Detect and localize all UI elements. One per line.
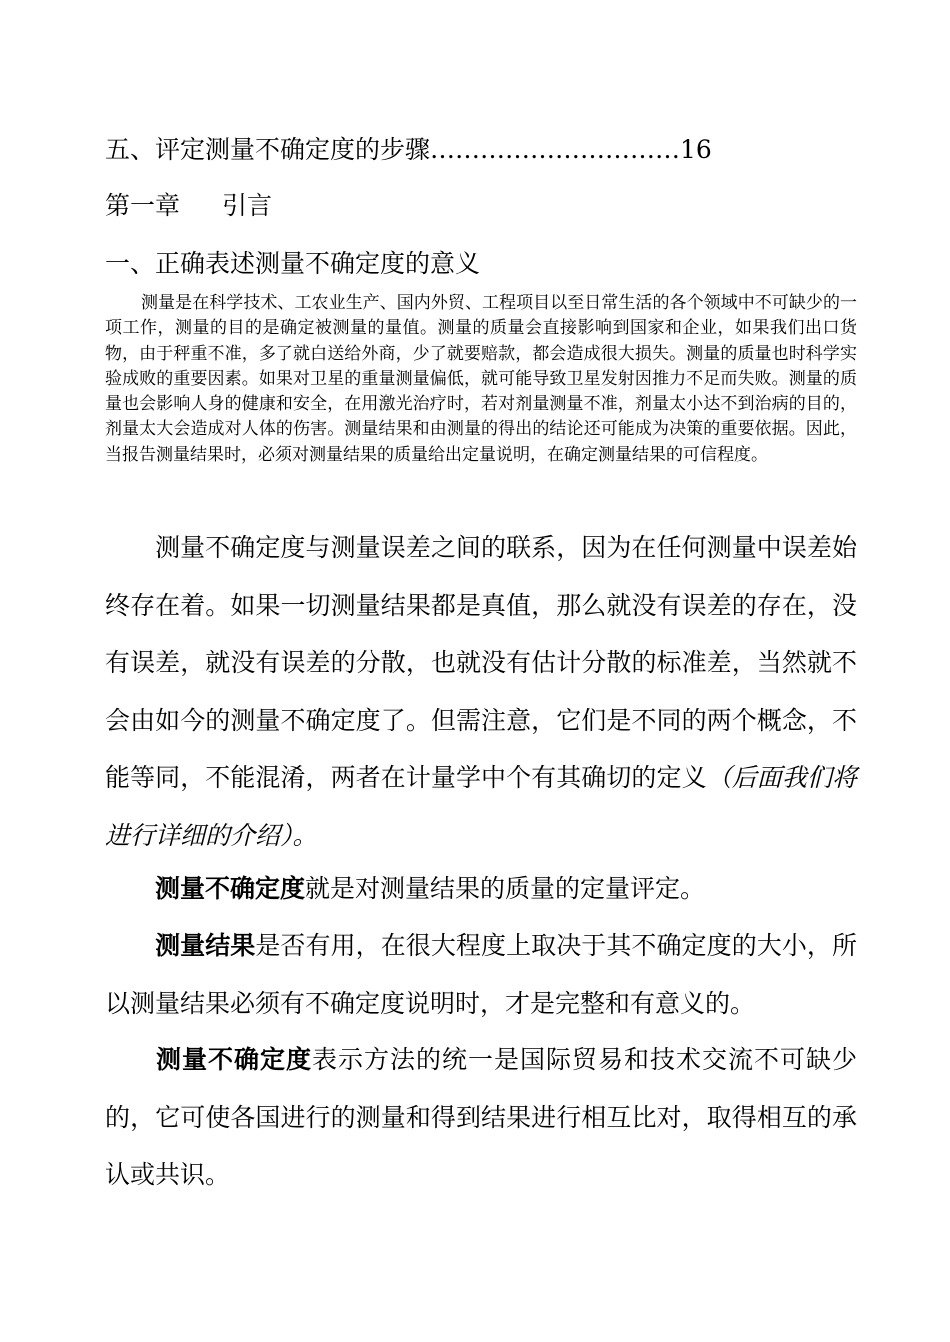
- section-heading: 一、正确表述测量不确定度的意义: [105, 249, 481, 278]
- term-uncertainty-2: 测量不确定度: [155, 1045, 312, 1074]
- toc-entry: 五、评定测量不确定度的步骤…………………………16: [105, 135, 712, 164]
- term-result: 测量结果: [155, 931, 256, 960]
- paragraph-unification-text: 表示方法的统一是国际贸易和技术交流不可缺少的，它可使各国进行的测量和得到结果进行相互比对，取得相互的承认或共识。: [105, 1045, 857, 1189]
- chapter-number: 第一章: [105, 191, 181, 220]
- intro-paragraph-text: 测量是在科学技术、工农业生产、国内外贸、工程项目以至日常生活的各个领域中不可缺少的一项工作，测量的目的是确定被测量的量值。测量的质量会直接影响到国家和企业，如果我们出口货物，由于秤重不准，多了就白送给外商，少了就要赔款，都会造成很大损失。测量的质量也时科学实验成败的重要因素。如果对卫星的重量测量偏低，就可能导致卫星发射因推力不足而失败。测量的质量也会影响人身的健康和安全，在用激光治疗时，若对剂量测量不准，剂量太小达不到治病的目的，剂量太大会造成对人体的伤害。测量结果和由测量的得出的结论还可能成为决策的重要依据。因此，当报告测量结果时，必须对测量结果的质量给出定量说明，在确定测量结果的可信程度。: [105, 293, 857, 465]
- paragraph-relation: [105, 519, 857, 864]
- paragraph-relation-text: 测量不确定度与测量误差之间的联系，因为在任何测量中误差始终存在着。如果一切测量结果都是真值，那么就没有误差的存在，没有误差，就没有误差的分散，也就没有估计分散的标准差，当然就不会由如今的测量不确定度了。但需注意，它们是不同的两个概念，不能等同，不能混淆，两者在计量学中个有其确切的定义: [105, 533, 857, 792]
- chapter-title: 引言: [222, 191, 273, 220]
- paragraph-unification: [105, 1031, 857, 1204]
- chapter-heading: [105, 186, 272, 222]
- paragraph-definition-text: 就是对测量结果的质量的定量评定。: [305, 874, 706, 903]
- paragraph-relation-italic-note: （后面我们将进行详细的介绍）。: [105, 763, 857, 850]
- paragraph-result-text: 是否有用，在很大程度上取决于其不确定度的大小，所以测量结果必须有不确定度说明时，才是完整和有意义的。: [105, 931, 857, 1018]
- intro-paragraph: [105, 291, 857, 468]
- paragraph-result: [105, 917, 857, 1032]
- term-uncertainty: 测量不确定度: [155, 874, 306, 903]
- paragraph-definition: [105, 860, 857, 918]
